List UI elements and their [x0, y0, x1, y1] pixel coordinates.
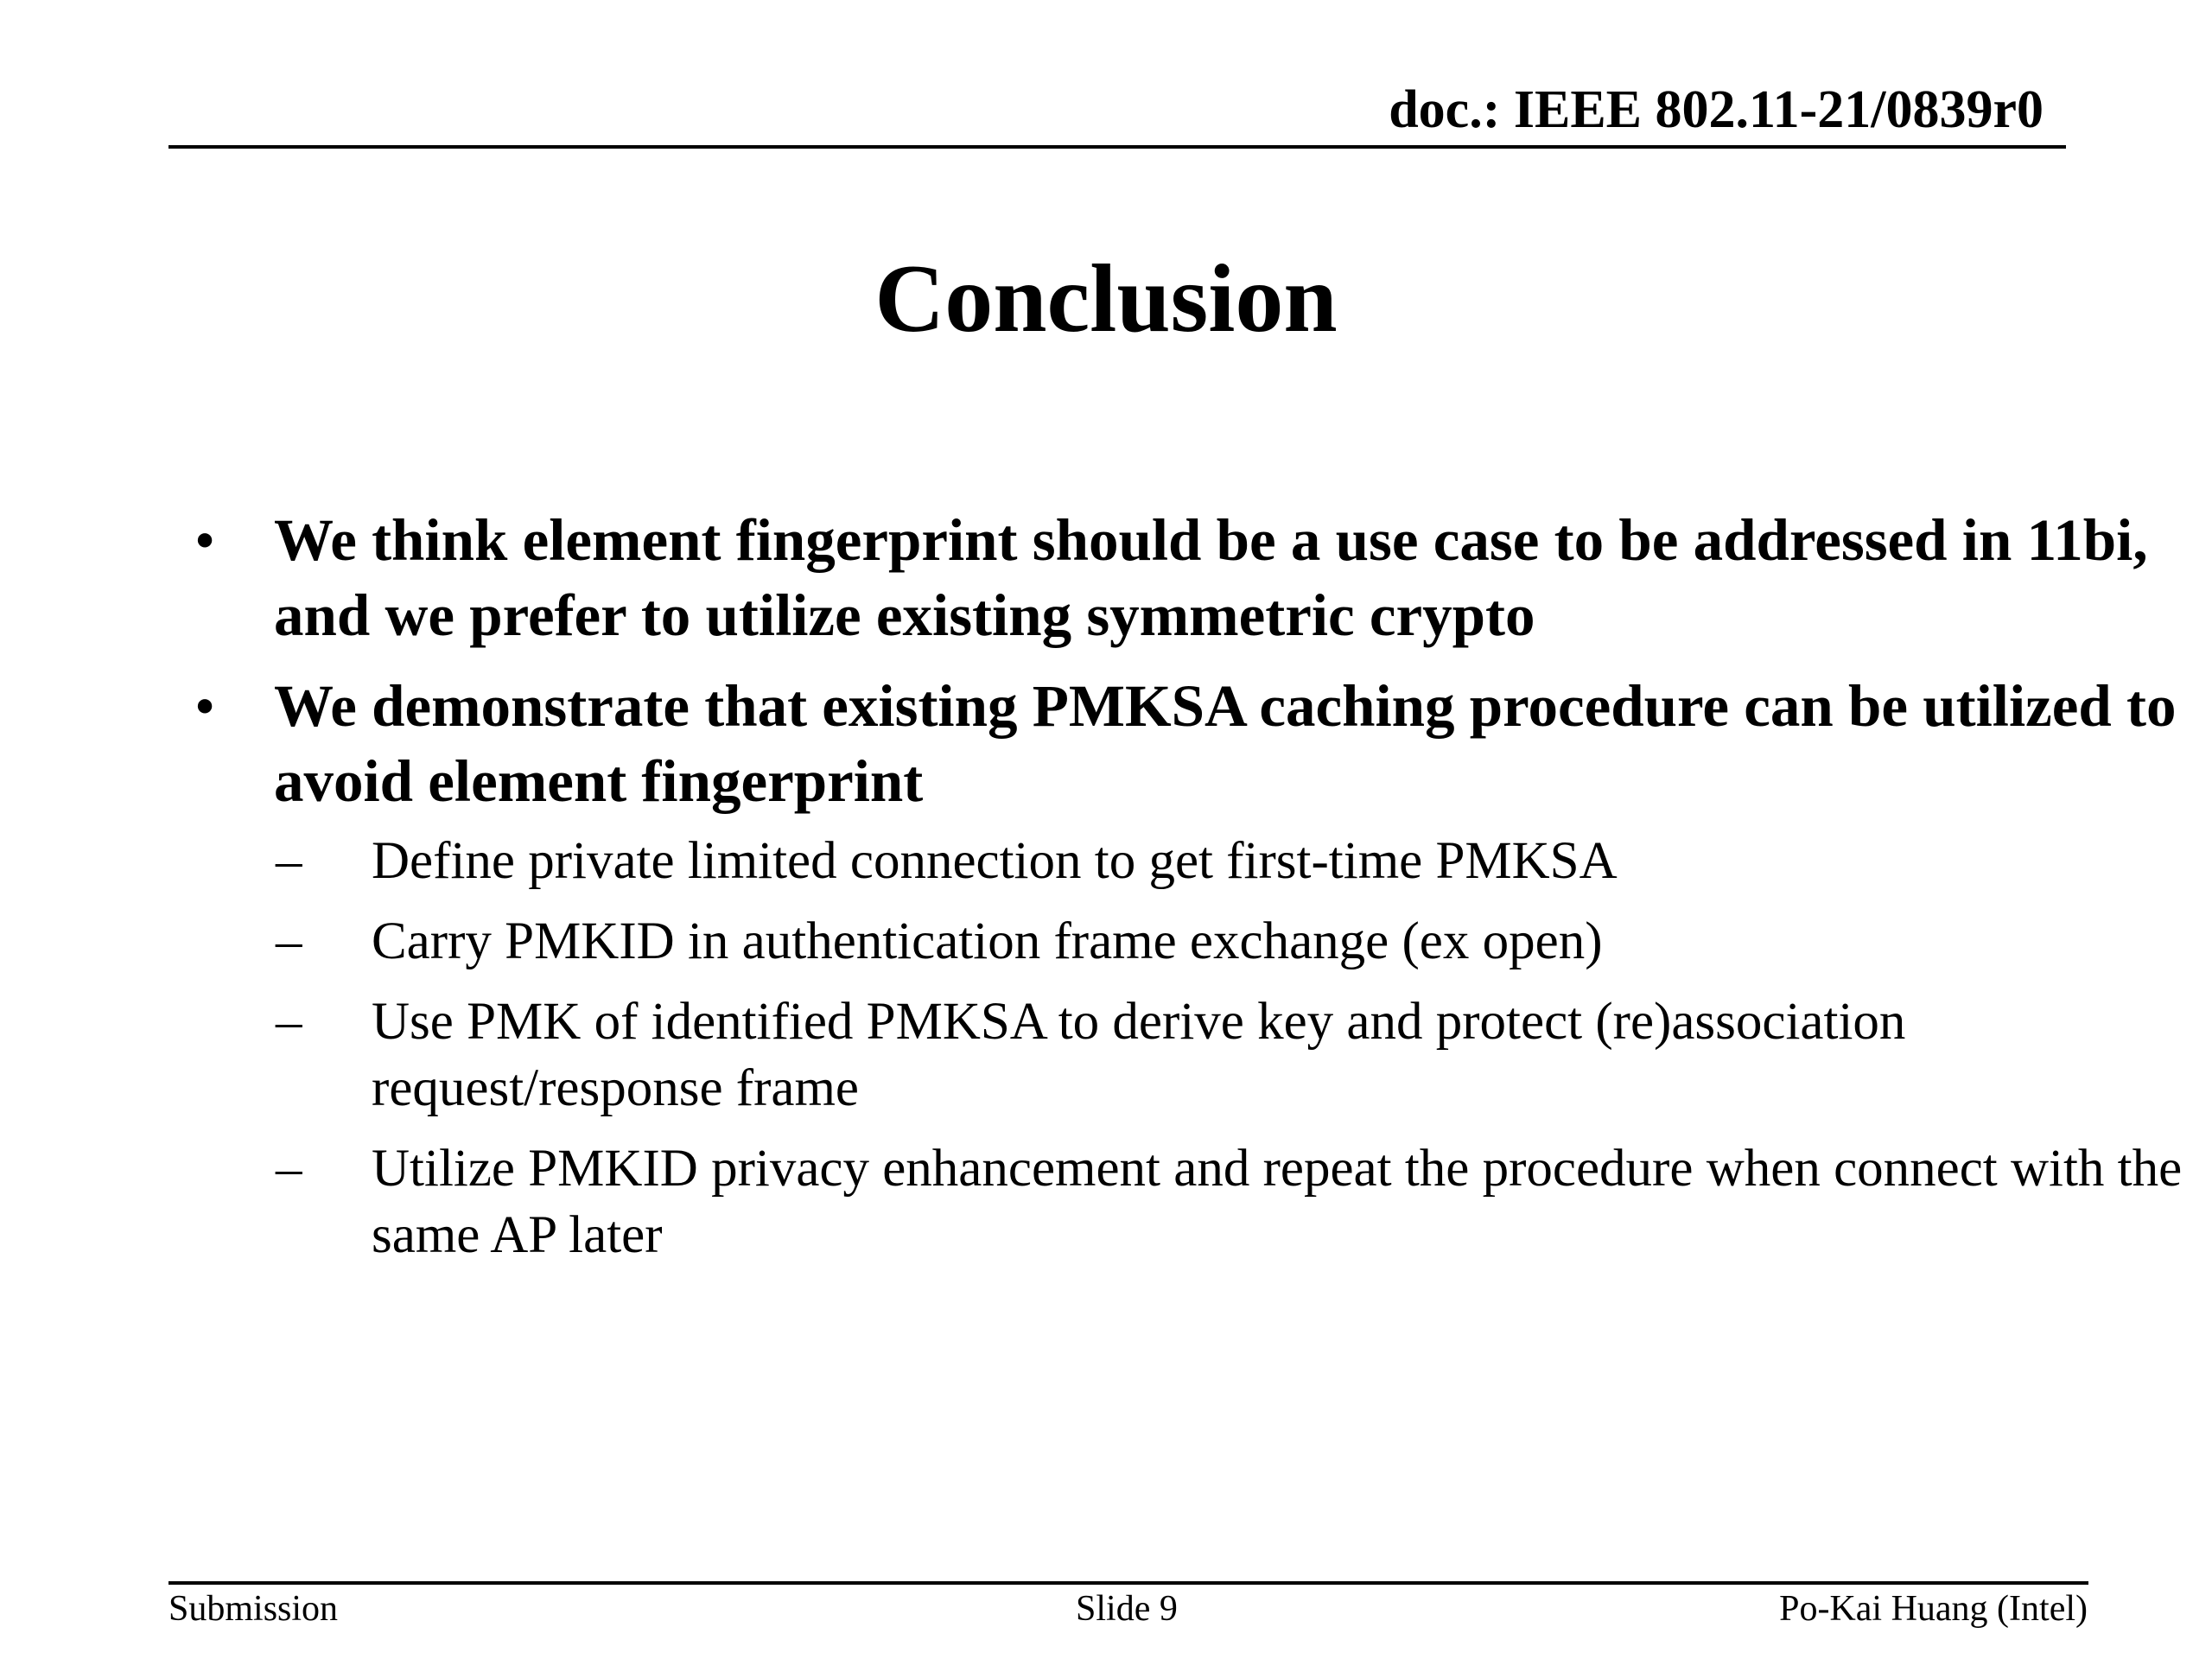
- sub-bullet-marker: –: [276, 993, 302, 1051]
- sub-bullet-list: [274, 828, 2209, 1268]
- sub-bullet-item: [274, 1135, 2212, 1268]
- bullet-list: [168, 503, 2183, 1284]
- bullet-item: [168, 669, 2209, 1268]
- bullet-marker: •: [194, 507, 216, 573]
- sub-bullet-item: [274, 988, 2212, 1122]
- bullet-text: We demonstrate that existing PMKSA caching procedure can be utilized to avoid element fingerprint: [274, 673, 2177, 814]
- sub-bullet-item: [274, 828, 2212, 894]
- sub-bullet-marker: –: [276, 1140, 302, 1198]
- bullet-marker: •: [194, 673, 216, 739]
- header-rule: [168, 145, 2066, 149]
- bullet-item: [168, 503, 2209, 653]
- bullet-text: We think element fingerprint should be a use case to be addressed in 11bi, and we prefer to utilize existing symmetric crypto: [274, 507, 2148, 648]
- header-doc-id: doc.: IEEE 802.11-21/0839r0: [1389, 80, 2044, 139]
- sub-bullet-text: Utilize PMKID privacy enhancement and repeat the procedure when connect with the same AP later: [372, 1140, 2183, 1264]
- footer-submission: Submission: [168, 1589, 339, 1629]
- sub-bullet-text: Define private limited connection to get first-time PMKSA: [372, 832, 1618, 890]
- footer-author: Po-Kai Huang (Intel): [1779, 1589, 2088, 1629]
- sub-bullet-marker: –: [276, 912, 302, 970]
- sub-bullet-item: [274, 908, 2212, 975]
- sub-bullet-text: Carry PMKID in authentication frame exchange (ex open): [372, 912, 1603, 970]
- sub-bullet-marker: –: [276, 832, 302, 890]
- sub-bullet-text: Use PMK of identified PMKSA to derive key and protect (re)association request/response frame: [372, 993, 1906, 1117]
- footer-slide-number: Slide 9: [1076, 1589, 1178, 1629]
- slide-title: Conclusion: [874, 245, 1338, 353]
- footer-rule: [168, 1581, 2088, 1585]
